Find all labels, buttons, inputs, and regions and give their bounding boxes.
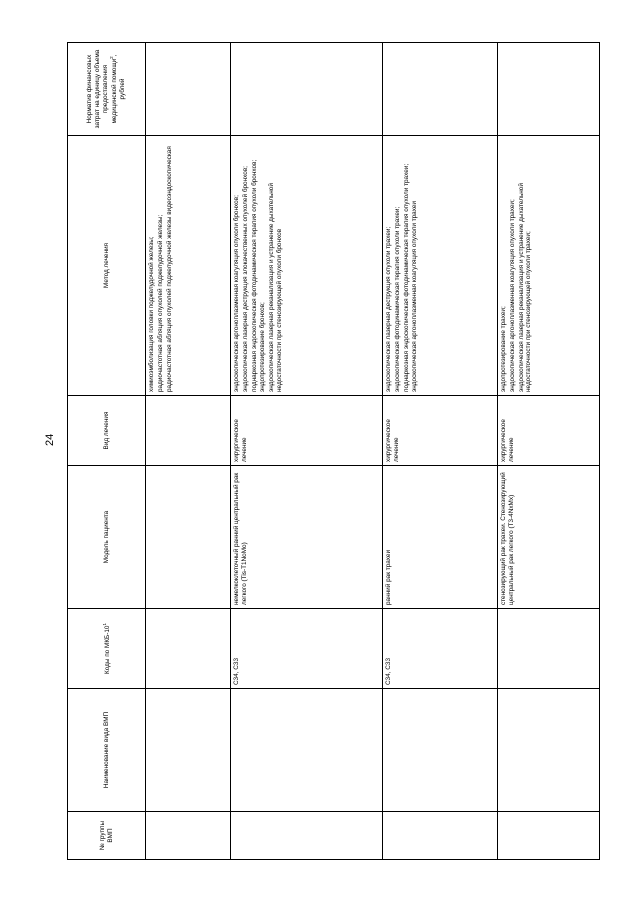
method-line: поднаркозная эндоскопическая фотодинамическая терапия опухоли бронхов; <box>250 159 258 392</box>
vmp-table <box>67 42 600 860</box>
method-line: эндоскопическая лазерная реканализация и устранение дыхательной недостаточности при стенозирующей опухоли трахеи; <box>517 183 533 392</box>
cell-icd-codes: C34, C33 <box>231 609 383 689</box>
header-icd-codes: Коды по МКБ-$10^1$ <box>68 609 146 689</box>
header-patient-model: Модель пациента <box>68 466 146 609</box>
header-group-number: № группы ВМП <box>68 812 146 860</box>
cell-treatment-method <box>146 136 231 396</box>
cell-vmp-name <box>383 689 498 812</box>
cell-treatment-type: хирургическое лечение <box>498 396 600 466</box>
cell-cost-norm <box>146 43 231 136</box>
cell-group-number <box>498 812 600 860</box>
header-treatment-method: Метод лечения <box>68 136 146 396</box>
method-line: эндоскопическая аргоноплазменная коагуляция опухоли бронхов; <box>233 195 240 392</box>
method-line: эндопротезирование бронхов; <box>259 302 267 392</box>
cell-patient-model: ранний рак трахеи <box>383 466 498 609</box>
method-line: радиочастотная абляция опухолей поджелудочной железы видеоэндоскопическая <box>165 146 173 392</box>
cell-group-number <box>383 812 498 860</box>
method-line: эндоскопическая лазерная деструкция злокачественных опухолей бронхов; <box>241 166 249 392</box>
method-line: радиочастотная абляция опухолей поджелудочной железы; <box>156 214 164 392</box>
cell-icd-codes <box>498 609 600 689</box>
method-line: эндоскопическая аргоноплазменная коагуляция опухоли трахеи <box>411 201 419 392</box>
cell-vmp-name <box>231 689 383 812</box>
cell-group-number <box>146 812 231 860</box>
cell-treatment-method <box>383 136 498 396</box>
cell-cost-norm <box>498 43 600 136</box>
table-row <box>383 43 498 860</box>
cell-icd-codes <box>146 609 231 689</box>
cell-patient-model <box>146 466 231 609</box>
method-line: эндоскопическая лазерная деструкция опухоли трахеи; <box>385 226 392 392</box>
page-number: 24 <box>44 433 56 446</box>
cell-vmp-name <box>146 689 231 812</box>
table-header-row <box>68 43 146 860</box>
table-row <box>498 43 600 860</box>
table-row <box>146 43 231 860</box>
method-line: эндоскопическая лазерная реканализация и устранение дыхательной недостаточности при стенозирующей опухоли бронхов <box>268 183 284 392</box>
header-vmp-name: Наименование вида ВМП <box>68 689 146 812</box>
cell-treatment-method <box>231 136 383 396</box>
cell-treatment-type: хирургическое лечение <box>231 396 383 466</box>
method-line: химиоэмболизация головки поджелудочной железы; <box>148 236 155 392</box>
cell-group-number <box>231 812 383 860</box>
method-line: эндоскопическая фотодинамическая терапия опухоли трахеи; <box>393 206 401 392</box>
cell-cost-norm <box>231 43 383 136</box>
method-line: эндоскопическая аргоноплазменная коагуляция опухоли трахеи; <box>508 199 516 392</box>
cell-patient-model: стенозирующий рак трахеи. Стенозирующий центральный рак легкого (T3-4NxMx) <box>498 466 600 609</box>
method-line: эндопротезирование трахеи; <box>500 306 507 392</box>
cell-icd-codes: C34, C33 <box>383 609 498 689</box>
cell-patient-model: немелкоклеточный ранний центральный рак легкого (Tis-T1NoMo) <box>231 466 383 609</box>
cell-treatment-type: хирургическое лечение <box>383 396 498 466</box>
method-line: поднаркозная эндоскопическая фотодинамическая терапия опухоли трахеи; <box>402 163 410 392</box>
table-row <box>231 43 383 860</box>
cell-cost-norm <box>383 43 498 136</box>
cell-treatment-method <box>498 136 600 396</box>
cell-vmp-name <box>498 689 600 812</box>
cell-treatment-type <box>146 396 231 466</box>
rotated-table-container <box>67 43 599 860</box>
header-treatment-type: Вид лечения <box>68 396 146 466</box>
header-cost-norm: Норматив финансовых затрат на единицу объема предоставления медицинской помощи$^2$, рублей <box>68 43 146 136</box>
